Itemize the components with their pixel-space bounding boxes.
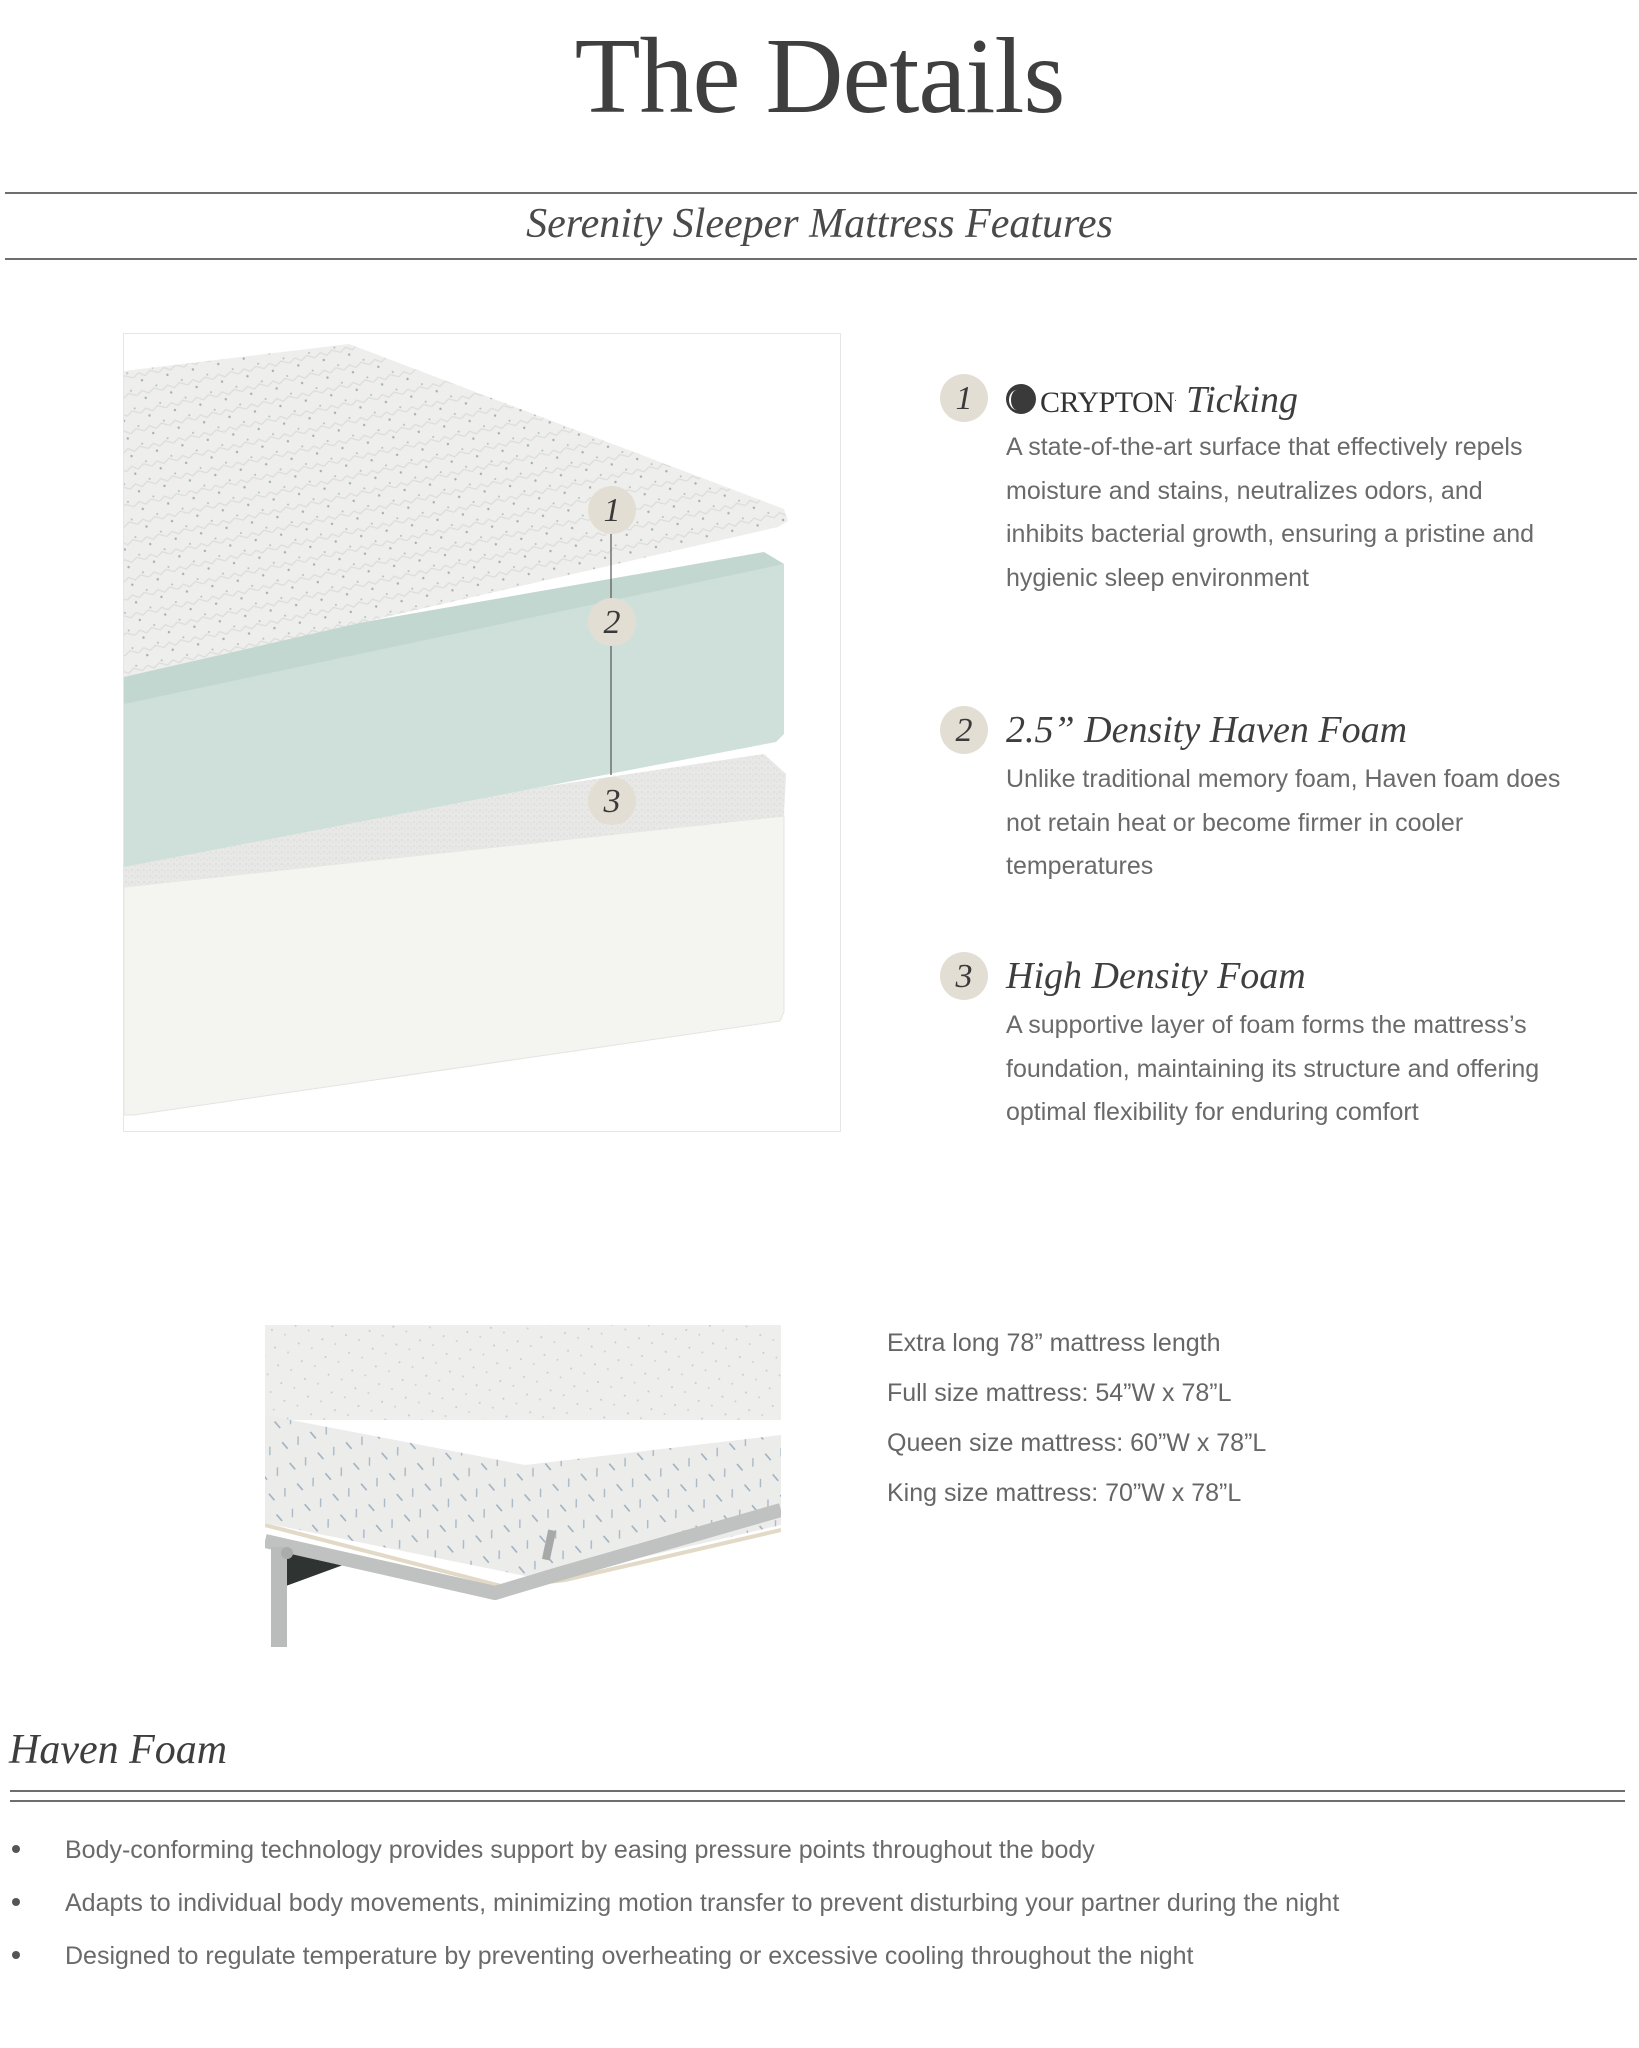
feature-title — [1006, 374, 1298, 427]
haven-rule-top — [10, 1790, 1625, 1792]
sofa-sleeper-mattress-photo — [265, 1325, 781, 1647]
feature-description: A state-of-the-art surface that effectively repels moisture and stains, neutralizes odors, and inhibits bacterial growth, ensuring a pristine and hygienic sleep environment — [1006, 433, 1535, 592]
feature-number-badge: 3 — [940, 952, 988, 1000]
feature-title-text: Ticking — [1186, 379, 1298, 421]
figure-callout-3: 3 — [588, 777, 636, 825]
feature-description: Unlike traditional memory foam, Haven foam does not retain heat or become firmer in cooler temperatures — [1006, 765, 1561, 880]
size-item: Queen size mattress: 60”W x 78”L — [887, 1429, 1267, 1457]
mattress-layers-svg — [124, 334, 840, 1131]
sofa-sleeper-svg — [265, 1325, 781, 1647]
haven-foam-heading: Haven Foam — [9, 1727, 228, 1773]
mattress-layers-illustration — [123, 333, 841, 1132]
feature-number-badge: 1 — [940, 374, 988, 422]
registered-mark: . — [1174, 393, 1177, 403]
page-title: The Details — [574, 17, 1065, 136]
header-rule-top — [5, 192, 1637, 194]
size-item: Full size mattress: 54”W x 78”L — [887, 1379, 1232, 1407]
bullet-icon — [12, 1845, 20, 1853]
feature-title: 2.5” Density Haven Foam — [1006, 709, 1408, 751]
figure-callout-2: 2 — [588, 598, 636, 646]
bullet-text: Body-conforming technology provides support by easing pressure points throughout the body — [65, 1836, 1095, 1864]
feature-number-badge: 2 — [940, 706, 988, 754]
size-item: King size mattress: 70”W x 78”L — [887, 1479, 1242, 1507]
mattress-sizes-list — [887, 1318, 1266, 1518]
bullet-text: Designed to regulate temperature by preventing overheating or excessive cooling throughout the night — [65, 1942, 1194, 1970]
crypton-logo-icon — [1006, 384, 1036, 414]
section-subtitle: Serenity Sleeper Mattress Features — [526, 201, 1113, 247]
crypton-brand-name: CRYPTON — [1040, 386, 1175, 419]
mattress-top — [265, 1325, 781, 1420]
bullet-icon — [12, 1951, 20, 1959]
feature-title: High Density Foam — [1006, 955, 1306, 997]
header-rule-bottom — [5, 258, 1637, 260]
frame-bolt — [281, 1547, 293, 1559]
bullet-icon — [12, 1898, 20, 1906]
figure-callout-1: 1 — [588, 486, 636, 534]
haven-rule-bottom — [10, 1800, 1625, 1802]
crypton-brand — [1006, 386, 1176, 419]
size-item: Extra long 78” mattress length — [887, 1329, 1221, 1357]
bullet-text: Adapts to individual body movements, minimizing motion transfer to prevent disturbing your partner during the night — [65, 1889, 1340, 1917]
feature-description: A supportive layer of foam forms the mattress’s foundation, maintaining its structure and offering optimal flexibility for enduring comfort — [1006, 1011, 1540, 1126]
